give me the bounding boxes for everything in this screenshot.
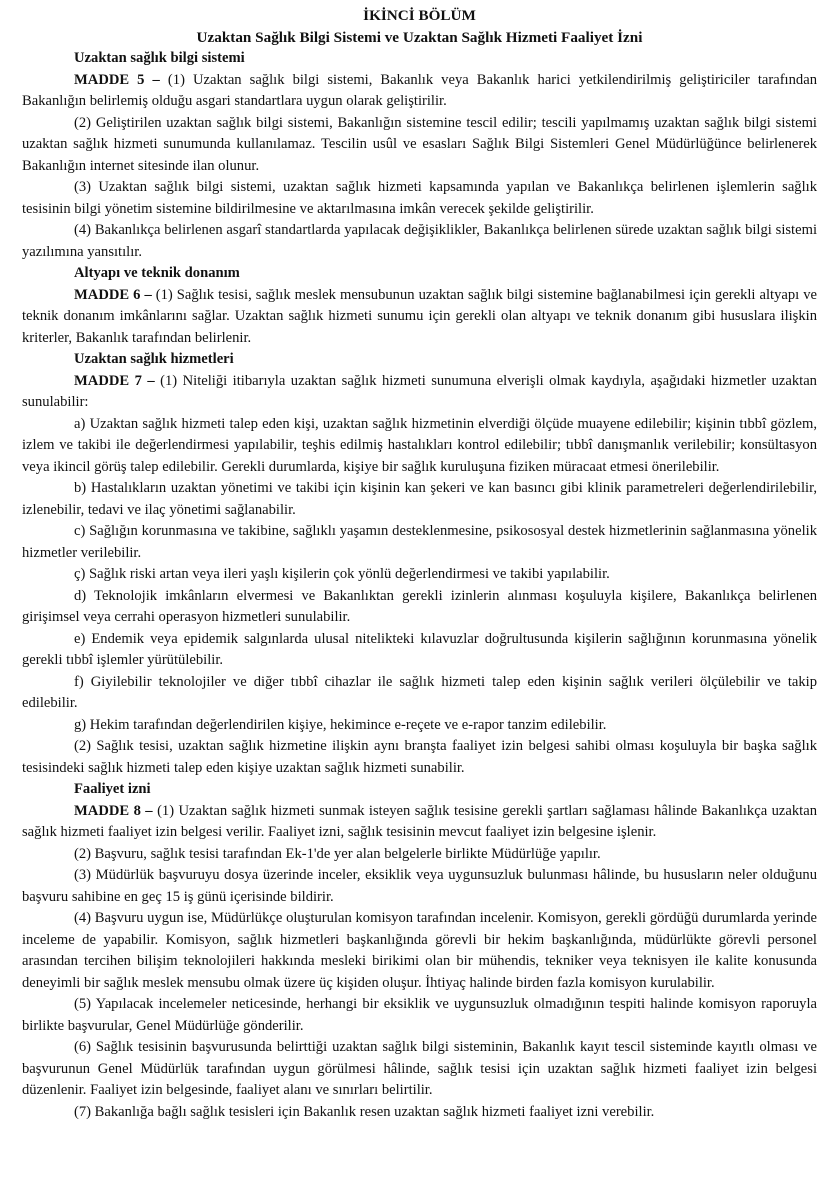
section-heading: Uzaktan sağlık bilgi sistemi xyxy=(74,50,245,66)
article-label: MADDE 8 – xyxy=(74,802,153,819)
paragraph: (4) Bakanlıkça belirlenen asgarî standartlarda yapılacak değişiklikler, Bakanlıkça belirlenen sürede uzaktan sağlık bilgi sistemi yazılımına yansıtılır. xyxy=(22,222,817,260)
paragraph: f) Giyilebilir teknolojiler ve diğer tıbbî cihazlar ile sağlık hizmeti talep eden kişinin sağlık verileri ölçülebilir ve takip edilebilir. xyxy=(22,673,817,711)
article-text: (1) Niteliği itibarıyla uzaktan sağlık hizmeti sunumuna elverişli olmak kaydıyla, aşağıdaki hizmetler uzaktan sunulabilir: xyxy=(22,372,817,410)
paragraph: b) Hastalıkların uzaktan yönetimi ve takibi için kişinin kan şekeri ve kan basıncı gibi klinik parametreleri değerlendirilebilir, izlenebilir, tedavi ve ilaç yönetimi sağlanabilir. xyxy=(22,480,817,518)
section-heading: Altyapı ve teknik donanım xyxy=(74,265,240,281)
article-text: (1) Uzaktan sağlık hizmeti sunmak isteyen sağlık tesisine gerekli şartları sağlaması hâlinde Bakanlıkça uzaktan sağlık hizmeti faaliyet izin belgesi verilir. Faaliyet izni, sağlık tesisinin mevcut faaliyet izin belgesine işlenir. xyxy=(22,802,817,840)
paragraph: (3) Uzaktan sağlık bilgi sistemi, uzaktan sağlık hizmeti kapsamında yapılan ve Bakanlıkça belirlenen işlemlerin sağlık tesisinin bilgi yönetim sistemine bildirilmesine ve aktarılmasına imkân verecek şekilde geliştirilir. xyxy=(22,179,817,217)
paragraph: (6) Sağlık tesisinin başvurusunda belirttiği uzaktan sağlık bilgi sisteminin, Bakanlık kayıt tescil sisteminde kayıtlı olması ve başvurunun Genel Müdürlük tarafından uygun görülmesi hâlinde, sağlık tesisi için uzaktan sağlık hizmeti faaliyet izin belgesi düzenlenir. Faaliyet izin belgesinde, faaliyet alanı ve sınırları belirtilir. xyxy=(22,1039,817,1098)
chapter-title: İKİNCİ BÖLÜM xyxy=(363,7,476,24)
paragraph: ç) Sağlık riski artan veya ileri yaşlı kişilerin çok yönlü değerlendirmesi ve takibi yapılabilir. xyxy=(74,566,610,582)
article-label: MADDE 7 – xyxy=(74,372,155,389)
paragraph: a) Uzaktan sağlık hizmeti talep eden kişi, uzaktan sağlık hizmetinin elverdiği ölçüde muayene edilebilir; kişinin tıbbî gözlem, izlem ve takibi ile değerlendirmesi yapılabilir, teşhis edilmiş hastalıkları kontrol edilebilir; tıbbî danışmanlık verilebilir; konsültasyon veya ikincil görüş talep edilebilir. Gerekli durumlarda, kişiye bir sağlık kuruluşuna fiziken müracaat etmesi önerilebilir. xyxy=(22,415,817,475)
article-text: (1) Uzaktan sağlık bilgi sistemi, Bakanlık veya Bakanlık harici yetkilendirilmiş geliştiriciler tarafından Bakanlığın belirlemiş olduğu asgari standartlara uygun olarak geliştirilir. xyxy=(22,71,817,109)
article-paragraph xyxy=(22,371,817,414)
article-paragraph xyxy=(22,285,817,350)
document-page xyxy=(22,5,817,1123)
article-paragraph xyxy=(22,801,817,844)
paragraph: (5) Yapılacak incelemeler neticesinde, herhangi bir eksiklik ve uygunsuzluk olmadığının tespiti halinde komisyon raporuyla birlikte başvurular, Genel Müdürlüğe gönderilir. xyxy=(22,996,817,1034)
chapter-subtitle: Uzaktan Sağlık Bilgi Sistemi ve Uzaktan Sağlık Hizmeti Faaliyet İzni xyxy=(196,28,643,46)
article-label: MADDE 6 – xyxy=(74,286,152,303)
paragraph: c) Sağlığın korunmasına ve takibine, sağlıklı yaşamın desteklenmesine, psikososyal destek hizmetlerinin sağlanmasına yönelik hizmetler verilebilir. xyxy=(22,523,817,561)
paragraph: (2) Sağlık tesisi, uzaktan sağlık hizmetine ilişkin aynı branşta faaliyet izin belgesi sahibi olması koşuluyla bir başka sağlık tesisindeki sağlık hizmeti talep eden kişiye uzaktan sağlık hizmeti sunabilir. xyxy=(22,738,817,776)
paragraph: (4) Başvuru uygun ise, Müdürlükçe oluşturulan komisyon tarafından incelenir. Komisyon, gerekli gördüğü durumlarda yerinde inceleme de yapabilir. Komisyon, sağlık hizmetleri başkanlığında görevli bir hekim başkanlığında, müdürlükte görevli personel arasından tercihen bilişim teknolojileri hakkında mesleki birikimi olan bir mühendis, tekniker veya teknisyen ile kalite konusunda deneyimli bir sağlık meslek mensubu olmak üzere üç kişiden oluşur. İhtiyaç halinde birden fazla komisyon kurulabilir. xyxy=(22,910,817,991)
section-heading: Uzaktan sağlık hizmetleri xyxy=(74,351,234,367)
article-paragraph xyxy=(22,70,817,113)
paragraph: (3) Müdürlük başvuruyu dosya üzerinde inceler, eksiklik veya uygunsuzluk bulunması hâlinde, bu hususların neler olduğunu başvuru sahibine en geç 15 iş günü içerisinde bildirir. xyxy=(22,867,817,905)
paragraph: (2) Başvuru, sağlık tesisi tarafından Ek-1'de yer alan belgelerle birlikte Müdürlüğe yapılır. xyxy=(74,845,601,862)
sections-container xyxy=(22,48,817,1123)
paragraph: d) Teknolojik imkânların elvermesi ve Bakanlıktan gerekli izinlerin alınması koşuluyla kişilere, Bakanlıkça belirlenen girişimsel veya cerrahi operasyon hizmetleri sunulabilir. xyxy=(22,587,817,625)
paragraph: (7) Bakanlığa bağlı sağlık tesisleri için Bakanlık resen uzaktan sağlık hizmeti faaliyet izni verebilir. xyxy=(74,1103,655,1120)
paragraph: g) Hekim tarafından değerlendirilen kişiye, hekimince e-reçete ve e-rapor tanzim edilebilir. xyxy=(74,716,607,733)
article-text: (1) Sağlık tesisi, sağlık meslek mensubunun uzaktan sağlık bilgi sistemine bağlanabilmesi için gerekli altyapı ve teknik donanım imkânlarını sağlar. Uzaktan sağlık hizmeti sunumu için gerekli olan altyapı ve teknik donanım gibi hususlara ilişkin kriterler, Bakanlık tarafından belirlenir. xyxy=(22,286,817,346)
article-label: MADDE 5 – xyxy=(74,71,160,88)
paragraph: (2) Geliştirilen uzaktan sağlık bilgi sistemi, Bakanlığın sistemine tescil edilir; tescili yapılmamış uzaktan sağlık bilgi sistemi uzaktan sağlık hizmeti sunumunda kullanılamaz. Tescilin usûl ve esasları Sağlık Bilgi Sistemleri Genel Müdürlüğünce belirlenerek Bakanlığın internet sitesinde ilan olunur. xyxy=(22,114,817,174)
paragraph: e) Endemik veya epidemik salgınlarda ulusal nitelikteki kılavuzlar doğrultusunda kişilerin sağlığının korunmasına yönelik gerekli tıbbî işlemler yürütülebilir. xyxy=(22,630,817,668)
section-heading: Faaliyet izni xyxy=(74,781,151,797)
